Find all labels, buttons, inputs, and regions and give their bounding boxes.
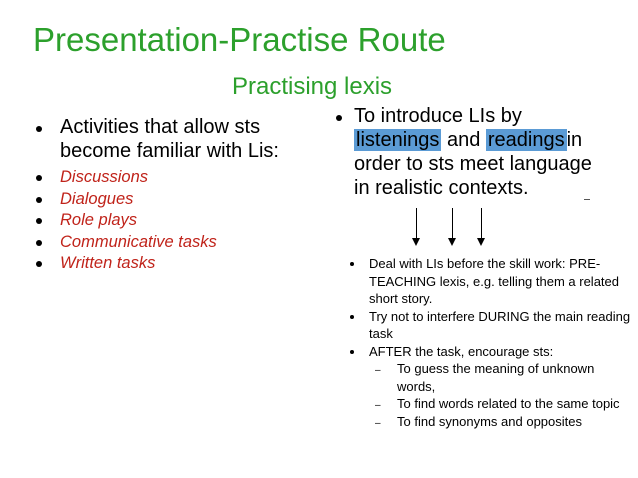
bullet-icon xyxy=(36,240,42,246)
subdetail-item xyxy=(350,395,635,413)
in-text: in xyxy=(566,129,583,151)
list-item xyxy=(36,253,316,275)
left-bullet-list xyxy=(36,115,316,275)
down-arrow-icon xyxy=(416,208,417,244)
list-item-text: Written tasks xyxy=(60,254,156,272)
subdetail-item xyxy=(350,413,635,431)
bullet-icon xyxy=(350,350,354,354)
down-arrow-icon xyxy=(452,208,453,244)
list-item xyxy=(36,210,316,232)
left-intro-text: Activities that allow sts become familiar with Lis: xyxy=(60,116,279,162)
list-item xyxy=(36,167,316,189)
intro-text: To introduce LIs by xyxy=(354,105,522,127)
detail-text: Try not to interfere DURING the main reading task xyxy=(369,308,631,341)
list-item-text: Communicative tasks xyxy=(60,232,217,251)
dash-icon: – xyxy=(375,400,381,411)
subdetail-text: To guess the meaning of unknown words, xyxy=(397,361,595,394)
dash-icon: – xyxy=(375,365,381,376)
and-text: and xyxy=(446,129,481,151)
down-arrow-icon xyxy=(481,208,482,244)
detail-text: AFTER the task, encourage sts: xyxy=(369,343,554,359)
bullet-icon xyxy=(350,315,354,319)
detail-list xyxy=(350,255,635,430)
bullet-icon xyxy=(36,175,42,181)
detail-item xyxy=(350,343,635,361)
readings-highlight: readings xyxy=(487,129,565,151)
bullet-icon xyxy=(36,126,42,132)
list-item-text: Discussions xyxy=(60,168,149,186)
dash-icon: – xyxy=(375,417,381,429)
bullet-icon xyxy=(36,218,42,224)
bullet-icon xyxy=(36,261,42,267)
right-main-bullet xyxy=(336,104,636,200)
left-intro-item xyxy=(36,115,316,163)
line4-text: in realistic contexts. xyxy=(354,177,529,199)
list-item xyxy=(36,232,316,254)
subdetail-item xyxy=(350,360,635,395)
subdetail-text: To find synonyms and opposites xyxy=(397,413,582,429)
slide-title: Presentation-Practise Route xyxy=(33,21,446,58)
detail-item xyxy=(350,308,635,343)
listenings-highlight: listenings xyxy=(356,129,440,151)
list-item-text: Role plays xyxy=(60,211,138,229)
slide-subtitle: Practising lexis xyxy=(232,73,393,100)
list-item-text: Dialogues xyxy=(60,189,134,208)
line3-text: order to sts meet language xyxy=(354,153,592,175)
bullet-icon xyxy=(350,262,354,266)
small-dash-mark xyxy=(584,199,590,200)
right-main-text xyxy=(336,104,636,200)
bullet-icon xyxy=(336,115,342,121)
bullet-icon xyxy=(36,197,42,203)
subdetail-text: To find words related to the same topic xyxy=(397,396,620,411)
detail-item xyxy=(350,255,635,308)
detail-text: Deal with LIs before the skill work: PRE-TEACHING lexis, e.g. telling them a related short story. xyxy=(369,256,619,306)
list-item xyxy=(36,189,316,211)
